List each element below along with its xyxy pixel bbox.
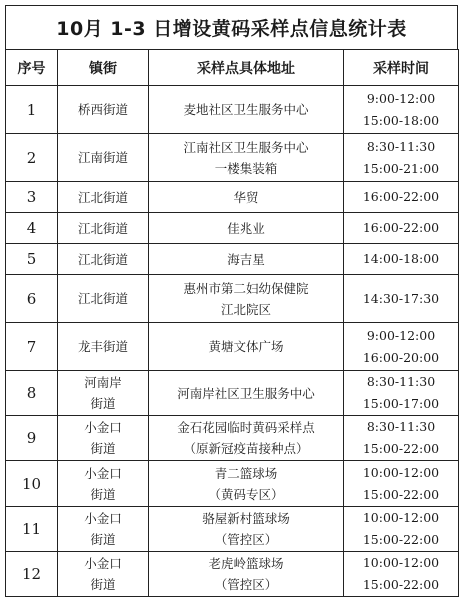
row-time-line: 16:00-22:00 [362, 189, 440, 204]
table-row [6, 323, 459, 371]
row-street-line: 小金口 [84, 511, 122, 526]
row-address [149, 552, 344, 597]
row-address-line: （黄码专区） [208, 486, 284, 502]
row-time-line: 15:00-21:00 [362, 160, 440, 176]
row-time-line: 8:30-11:30 [366, 419, 436, 434]
row-index: 7 [6, 323, 58, 371]
row-time [344, 182, 459, 213]
row-address-line: 海吉星 [227, 251, 265, 267]
row-street-line: 龙丰街道 [77, 339, 128, 354]
row-address-line: 江北院区 [220, 301, 271, 317]
table-row [6, 213, 459, 244]
row-address [149, 275, 344, 323]
row-index: 10 [6, 461, 58, 507]
row-street-line: 小金口 [84, 420, 122, 435]
row-street-line: 街道 [90, 396, 116, 411]
table-row [6, 552, 459, 597]
row-address-line: 麦地社区卫生服务中心 [183, 102, 309, 117]
table-row [6, 134, 459, 182]
row-street-line: 江南街道 [77, 150, 128, 165]
table-row [6, 371, 459, 416]
row-address-line: 老虎岭篮球场 [208, 556, 284, 571]
row-index: 6 [6, 275, 58, 323]
row-street-line: 街道 [90, 532, 116, 547]
row-street [58, 213, 149, 244]
row-street-line: 桥西街道 [77, 102, 128, 117]
header-time: 采样时间 [344, 50, 459, 86]
row-street [58, 507, 149, 552]
row-street-line: 小金口 [84, 556, 122, 571]
row-street [58, 323, 149, 371]
row-street [58, 244, 149, 275]
statistics-sheet [5, 5, 458, 597]
table-row [6, 244, 459, 275]
table-row [6, 461, 459, 507]
row-time [344, 86, 459, 134]
row-address-line: （管控区） [214, 577, 278, 592]
row-time [344, 275, 459, 323]
row-address [149, 244, 344, 275]
row-time-line: 15:00-18:00 [362, 112, 440, 128]
row-address-line: 河南岸社区卫生服务中心 [177, 385, 315, 401]
row-time [344, 323, 459, 371]
row-time [344, 507, 459, 552]
row-address [149, 182, 344, 213]
row-index: 2 [6, 134, 58, 182]
row-address-line: 一楼集装箱 [214, 160, 278, 176]
row-street-line: 江北街道 [77, 189, 128, 205]
table-title: 10月 1-3 日增设黄码采样点信息统计表 [5, 5, 458, 49]
row-time [344, 134, 459, 182]
row-time-line: 8:30-11:30 [366, 374, 436, 389]
row-index: 5 [6, 244, 58, 275]
row-address-line: 青二篮球场 [214, 465, 278, 481]
row-street [58, 134, 149, 182]
row-index: 9 [6, 416, 58, 461]
row-time-line: 8:30-11:30 [366, 138, 436, 154]
row-address [149, 371, 344, 416]
table-row [6, 182, 459, 213]
row-address-line: 黄塘文体广场 [208, 339, 284, 354]
header-address: 采样点具体地址 [149, 50, 344, 86]
table-row [6, 86, 459, 134]
row-time [344, 461, 459, 507]
row-address-line: （原新冠疫苗接种点） [183, 441, 309, 456]
row-time [344, 552, 459, 597]
row-time-line: 9:00-12:00 [366, 90, 436, 106]
row-address [149, 86, 344, 134]
row-address [149, 507, 344, 552]
header-row [6, 50, 459, 86]
row-address-line: 惠州市第二妇幼保健院 [183, 280, 309, 296]
row-street [58, 552, 149, 597]
row-index: 12 [6, 552, 58, 597]
row-street [58, 371, 149, 416]
row-street [58, 86, 149, 134]
row-street-line: 江北街道 [77, 291, 128, 306]
row-time-line: 14:30-17:30 [362, 290, 440, 306]
row-time-line: 15:00-17:00 [362, 396, 440, 411]
row-address-line: 骆屋新村篮球场 [202, 511, 290, 526]
row-time-line: 15:00-22:00 [362, 441, 440, 456]
table-row [6, 507, 459, 552]
row-street-line: 街道 [90, 577, 116, 592]
row-address-line: 佳兆业 [227, 220, 265, 236]
row-address-line: 金石花园临时黄码采样点 [177, 420, 315, 435]
row-address [149, 461, 344, 507]
row-time-line: 14:00-18:00 [362, 251, 440, 266]
row-time [344, 371, 459, 416]
row-street-line: 小金口 [84, 465, 122, 481]
row-time [344, 213, 459, 244]
row-time-line: 9:00-12:00 [366, 327, 436, 343]
row-time [344, 244, 459, 275]
row-index: 11 [6, 507, 58, 552]
row-time-line: 15:00-22:00 [362, 532, 440, 547]
row-address [149, 213, 344, 244]
table-row [6, 416, 459, 461]
row-time-line: 15:00-22:00 [362, 486, 440, 502]
table-body [6, 86, 459, 597]
row-time-line: 10:00-12:00 [362, 464, 440, 480]
row-street [58, 416, 149, 461]
row-time-line: 16:00-22:00 [362, 220, 440, 235]
row-index: 4 [6, 213, 58, 244]
row-street-line: 河南岸 [84, 375, 122, 390]
header-index: 序号 [6, 50, 58, 86]
row-time-line: 15:00-22:00 [362, 577, 440, 592]
sampling-points-table [5, 49, 459, 597]
table-row [6, 275, 459, 323]
row-street [58, 461, 149, 507]
row-address [149, 323, 344, 371]
row-address [149, 416, 344, 461]
row-index: 8 [6, 371, 58, 416]
row-street-line: 街道 [90, 486, 116, 502]
row-street [58, 182, 149, 213]
row-address-line: （管控区） [214, 532, 278, 547]
row-time [344, 416, 459, 461]
row-address [149, 134, 344, 182]
row-time-line: 10:00-12:00 [362, 555, 440, 570]
row-address-line: 华贸 [233, 189, 259, 205]
row-index: 1 [6, 86, 58, 134]
row-address-line: 江南社区卫生服务中心 [183, 139, 309, 155]
header-street: 镇街 [58, 50, 149, 86]
row-street [58, 275, 149, 323]
row-street-line: 街道 [90, 441, 116, 456]
row-time-line: 10:00-12:00 [362, 510, 440, 525]
row-street-line: 江北街道 [77, 220, 128, 236]
row-street-line: 江北街道 [77, 251, 128, 267]
row-time-line: 16:00-20:00 [362, 349, 440, 365]
row-index: 3 [6, 182, 58, 213]
